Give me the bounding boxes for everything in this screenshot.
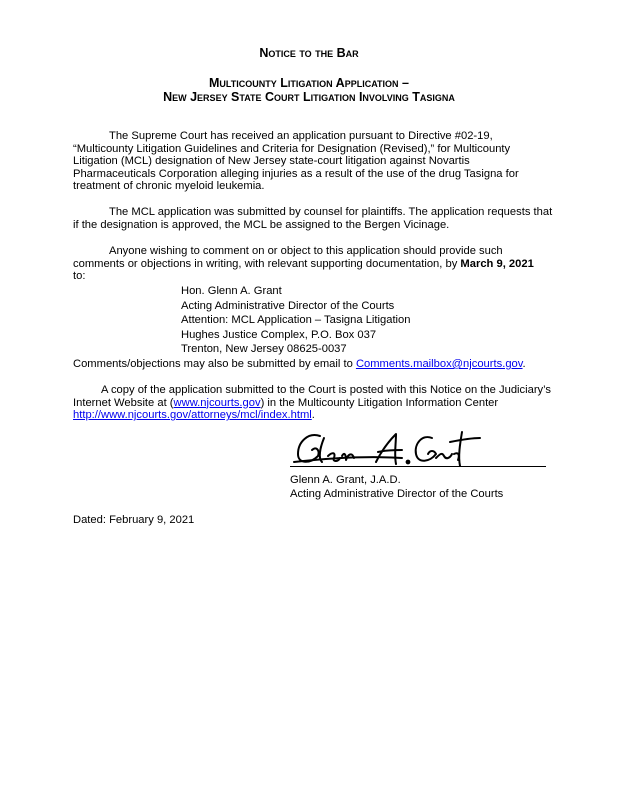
mailing-address bbox=[181, 284, 411, 357]
notice-subtitle-line2: New Jersey State Court Litigation Involving Tasigna bbox=[163, 90, 455, 104]
notice-title: Notice to the Bar bbox=[259, 46, 359, 60]
paragraph-submission-text: The MCL application was submitted by counsel for plaintiffs. The application requests that if the designation is approved, the MCL be assigned to the Bergen Vicinage. bbox=[73, 206, 553, 231]
paragraph-comments-text: Anyone wishing to comment on or object to this application should provide such comments or objections in writing, with relevant supporting documentation, by bbox=[73, 245, 503, 270]
notice-subtitle-line1: Multicounty Litigation Application – bbox=[209, 76, 409, 90]
mcl-info-center-link[interactable]: http://www.njcourts.gov/attorneys/mcl/index.html bbox=[73, 409, 312, 422]
paragraph-website: A copy of the application submitted to the Court is posted with this Notice on the Judiciary’s Internet Website at (www.njcourts.gov) in the Multicounty Litigation Information Center http://www.njcourts.gov/attorneys/mcl/index.html. bbox=[73, 384, 552, 422]
signature-line bbox=[290, 466, 546, 467]
comment-deadline: March 9, 2021 bbox=[460, 257, 534, 270]
paragraph-email-text: Comments/objections may also be submitted by email to bbox=[73, 358, 353, 370]
signature-block bbox=[290, 473, 503, 501]
handwritten-signature bbox=[290, 428, 490, 470]
paragraph-submission bbox=[73, 206, 553, 231]
signatory-name: Glenn A. Grant, J.A.D. bbox=[290, 474, 401, 486]
address-line: Hon. Glenn A. Grant bbox=[181, 285, 282, 297]
paragraph-application bbox=[73, 130, 553, 193]
paragraph-website-text-a: A copy of the application submitted to the Court is posted with this Notice on the Judiciary’s Internet Website at ( bbox=[73, 384, 552, 409]
date-line: Dated: February 9, 2021 bbox=[73, 514, 195, 526]
address-line: Acting Administrative Director of the Courts bbox=[181, 299, 395, 312]
email-link[interactable]: Comments.mailbox@njcourts.gov bbox=[355, 358, 523, 370]
website-link[interactable]: www.njcourts.gov bbox=[173, 396, 261, 409]
signatory-title: Acting Administrative Director of the Courts bbox=[290, 488, 504, 500]
paragraph-email: Comments/objections may also be submitted by email to Comments.mailbox@njcourts.gov. bbox=[73, 358, 526, 370]
paragraph-application-text: The Supreme Court has received an application pursuant to Directive #02-19, “Multicounty Litigation Guidelines and Criteria for Designation (Revised),” for Multicounty Litigation (MCL) designation of New Jersey state-court litigation against Novartis Pharmaceuticals Corporation alleging injuries as a result of the use of the drug Tasigna for treatment of chronic myeloid leukemia. bbox=[73, 130, 519, 193]
paragraph-website-text-b: ) in the Multicounty Litigation Information Center bbox=[260, 396, 499, 409]
address-line: Hughes Justice Complex, P.O. Box 037 bbox=[181, 328, 377, 341]
paragraph-comments-end: to: bbox=[73, 270, 86, 283]
address-line: Attention: MCL Application – Tasigna Litigation bbox=[181, 314, 411, 326]
paragraph-comments bbox=[73, 245, 553, 283]
address-line: Trenton, New Jersey 08625-0037 bbox=[181, 343, 347, 355]
